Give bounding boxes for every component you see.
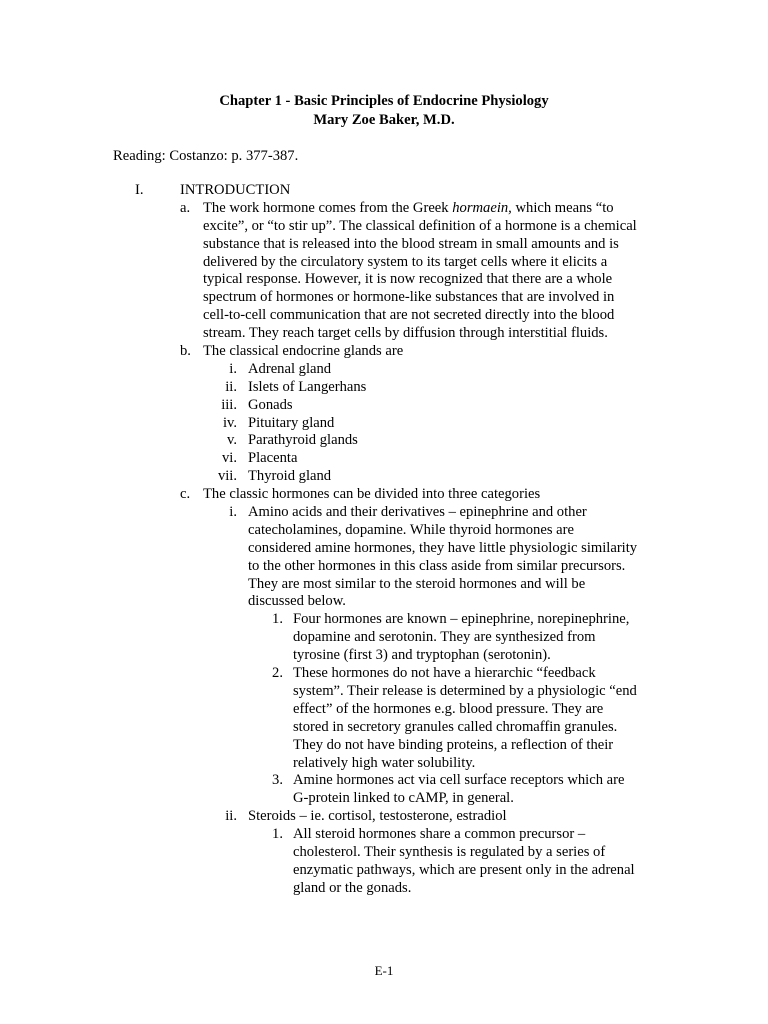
category-number: ii. [225,808,237,825]
category-line: They are most similar to the steroid hormones and will be [248,575,586,592]
item-a-line: excite”, or “to stir up”. The classical definition of a hormone is a chemical [203,217,637,234]
point-line: gland or the gonads. [293,879,412,896]
point-number: 2. [272,665,283,682]
gland-number: ii. [225,378,237,395]
greek-word: hormaein, [452,199,512,216]
outline [0,182,768,898]
gland-list-item [0,432,768,450]
category-line: Steroids – ie. cortisol, testosterone, estradiol [248,808,507,825]
item-a-text: The work hormone comes from the Greek hormaein, which means “to [203,199,614,216]
gland-name: Pituitary gland [248,414,335,431]
point [0,826,768,844]
gland-number: v. [227,432,237,449]
point-number: 1. [272,826,283,843]
gland-list-item [0,468,768,486]
category-line: catecholamines, dopamine. While thyroid hormones are [248,521,574,538]
point-line: G-protein linked to cAMP, in general. [293,790,514,807]
category-ii [0,808,768,826]
item-c [0,486,768,504]
point-line: dopamine and serotonin. They are synthesized from [293,629,596,646]
chapter-title: Chapter 1 - Basic Principles of Endocrine Physiology [219,93,549,109]
gland-number: vi. [222,450,237,467]
title-block [0,92,768,130]
item-a-first-line [0,200,768,218]
item-a-line: substance that is released into the blood stream in small amounts and is [203,235,619,252]
point-line: These hormones do not have a hierarchic “feedback [293,665,596,682]
gland-number: iii. [221,396,237,413]
point-line: stored in secretory granules called chromaffin granules. [293,718,618,735]
item-a-line: delivered by the circulatory system to its target cells where it elicits a [203,253,608,270]
item-c-label: c. [180,486,191,503]
gland-number: iv. [222,414,237,431]
category-line: to the other hormones in this class aside from similar precursors. [248,557,626,574]
gland-name: Adrenal gland [248,360,332,377]
gland-list-item [0,361,768,379]
item-a-label: a. [180,199,191,216]
item-a-line: typical response. However, it is now recognized that there are a whole [203,271,613,288]
item-c-text: The classic hormones can be divided into three categories [203,486,541,503]
category-i [0,504,768,522]
item-b-text: The classical endocrine glands are [203,343,404,360]
point-line: Amine hormones act via cell surface receptors which are [293,772,625,789]
gland-name: Thyroid gland [248,468,332,485]
gland-name: Islets of Langerhans [248,378,367,395]
gland-name: Placenta [248,450,298,467]
point [0,772,768,790]
point-line: effect” of the hormones e.g. blood pressure. They are [293,700,604,717]
point [0,611,768,629]
gland-name: Parathyroid glands [248,432,358,449]
category-line: Amino acids and their derivatives – epinephrine and other [248,504,587,521]
item-a-line: stream. They reach target cells by diffusion through interstitial fluids. [203,325,608,342]
gland-name: Gonads [248,396,293,413]
item-b-label: b. [180,343,191,360]
section-heading [0,182,768,200]
category-line: considered amine hormones, they have little physiologic similarity [248,539,638,556]
gland-list-item [0,379,768,397]
category-line: discussed below. [248,593,346,610]
item-b [0,343,768,361]
gland-number: vii. [217,468,237,485]
point-line: enzymatic pathways, which are present only in the adrenal [293,861,635,878]
item-a-line: spectrum of hormones or hormone-like substances that are involved in [203,289,615,306]
point-number: 1. [272,611,283,628]
section-title: INTRODUCTION [180,182,291,198]
point-line: All steroid hormones share a common precursor – [293,826,586,843]
section-number: I. [135,182,144,198]
point-line: system”. Their release is determined by a physiologic “end [293,682,637,699]
reading-assignment: Reading: Costanzo: p. 377-387. [113,148,299,164]
point-line: They do not have binding proteins, a reflection of their [293,736,614,753]
item-a-line: cell-to-cell communication that are not secreted directly into the blood [203,307,615,324]
point-number: 3. [272,772,283,789]
point [0,665,768,683]
page-number: E-1 [374,963,394,978]
gland-list-item [0,450,768,468]
gland-list-item [0,415,768,433]
point-line: cholesterol. Their synthesis is regulated by a series of [293,843,606,860]
gland-list-item [0,397,768,415]
gland-number: i. [229,360,237,377]
author-name: Mary Zoe Baker, M.D. [313,112,455,128]
category-number: i. [229,504,237,521]
point-line: tyrosine (first 3) and tryptophan (serotonin). [293,647,551,664]
point-line: Four hormones are known – epinephrine, norepinephrine, [293,611,630,628]
point-line: relatively high water solubility. [293,754,476,771]
